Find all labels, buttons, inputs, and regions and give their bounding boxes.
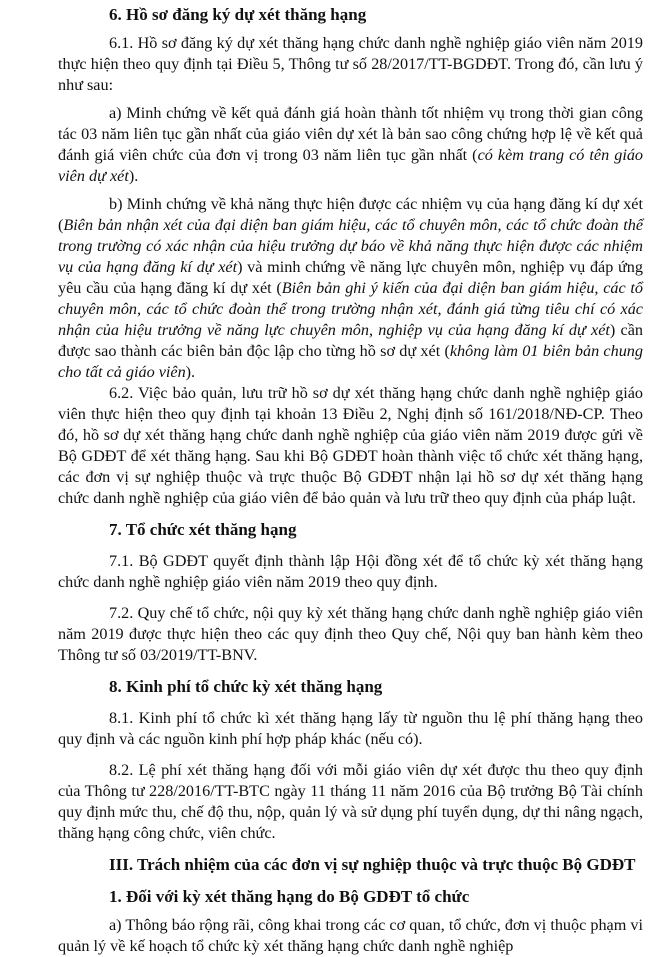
paragraph-6-1-b-text-1: b) Minh chứng về khả năng thực hiện được các nhiệm vụ của hạng đăng kí dự xét ( xyxy=(58,195,643,234)
section-8-heading: 8. Kinh phí tổ chức kỳ xét thăng hạng xyxy=(109,677,383,696)
paragraph-6-1-b-italic-2: Biên bản ghi ý kiến của đại diện ban giám hiệu, các tổ chuyên môn, các tổ chức đoàn thể trong trường nhận xét, đánh giá từng tiêu chí có xác nhận của hiệu trưởng về năng lực chuyên môn, nghiệp vụ của hạng đăng kí dự xét xyxy=(58,279,643,339)
paragraph-8-1: 8.1. Kinh phí tổ chức kì xét thăng hạng lấy từ nguồn thu lệ phí thăng hạng theo quy định và các nguồn kinh phí hợp pháp khác (nếu có). xyxy=(58,709,643,748)
paragraph-6-1-a xyxy=(58,103,643,187)
paragraph-6-2: 6.2. Việc bảo quản, lưu trữ hồ sơ dự xét thăng hạng chức danh nghề nghiệp giáo viên thực hiện theo quy định tại khoản 13 Điều 2, Nghị định số 161/2018/NĐ-CP. Theo đó, hồ sơ dự xét thăng hạng chức danh nghề nghiệp của giáo viên năm 2019 được gửi về Bộ GDĐT để xét thăng hạng. Sau khi Bộ GDĐT hoàn thành việc tổ chức xét thăng hạng, các đơn vị sự nghiệp thuộc và trực thuộc Bộ GDĐT nhận lại hồ sơ dự xét thăng hạng chức danh nghề nghiệp của giáo viên để bảo quản và lưu trữ theo quy định của pháp luật. xyxy=(58,384,643,507)
paragraph-7-1: 7.1. Bộ GDĐT quyết định thành lập Hội đồng xét để tổ chức kỳ xét thăng hạng chức danh nghề nghiệp giáo viên năm 2019 theo quy định. xyxy=(58,552,643,591)
paragraph-6-1: 6.1. Hồ sơ đăng ký dự xét thăng hạng chức danh nghề nghiệp giáo viên năm 2019 thực hiện theo quy định tại Điều 5, Thông tư số 28/2017/TT-BGDĐT. Trong đó, cần lưu ý như sau: xyxy=(58,34,643,94)
section-III-heading: III. Trách nhiệm của các đơn vị sự nghiệp thuộc và trực thuộc Bộ GDĐT xyxy=(109,855,636,874)
paragraph-1-a: a) Thông báo rộng rãi, công khai trong các cơ quan, tổ chức, đơn vị thuộc phạm vi quản lý về kế hoạch tổ chức kỳ xét thăng hạng chức danh nghề nghiệp xyxy=(58,916,643,955)
paragraph-6-1-a-italic: có kèm trang có tên giáo viên dự xét xyxy=(58,146,644,185)
paragraph-6-1-a-text: a) Minh chứng về kết quả đánh giá hoàn thành tốt nhiệm vụ trong thời gian công tác 03 năm liên tục gần nhất của giáo viên dự xét là bản sao công chứng hợp lệ về kết quả đánh giá viên chức của đơn vị trong 03 năm liên tục gần nhất ( xyxy=(58,104,643,164)
section-6-heading: 6. Hồ sơ đăng ký dự xét thăng hạng xyxy=(109,5,367,24)
paragraph-6-1-b-text-4: ). xyxy=(185,363,196,381)
paragraph-6-1-b-italic-3: không làm 01 biên bản chung cho tất cả giáo viên xyxy=(58,342,643,381)
paragraph-6-1-b-text-3: ) cần được sao thành các biên bản độc lập cho từng hồ sơ dự xét ( xyxy=(58,321,644,360)
section-1-heading: 1. Đối với kỳ xét thăng hạng do Bộ GDĐT tổ chức xyxy=(109,887,470,906)
paragraph-6-1-b-text-2: ) và minh chứng về năng lực chuyên môn, nghiệp vụ đáp ứng yêu cầu của hạng đăng kí dự xét ( xyxy=(58,258,643,297)
paragraph-6-1-b xyxy=(58,194,643,383)
section-7-heading: 7. Tổ chức xét thăng hạng xyxy=(109,520,297,539)
paragraph-7-2: 7.2. Quy chế tổ chức, nội quy kỳ xét thăng hạng chức danh nghề nghiệp giáo viên năm 2019 được thực hiện theo các quy định theo Quy chế, Nội quy ban hành kèm theo Thông tư số 03/2019/TT-BNV. xyxy=(58,604,643,664)
paragraph-6-1-a-end: ). xyxy=(128,167,139,185)
paragraph-6-1-b-italic-1: Biên bản nhận xét của đại diện ban giám hiệu, các tổ chuyên môn, các tổ chức đoàn thể trong trường có xác nhận của hiệu trưởng dự báo về khả năng thực hiện được các nhiệm vụ của hạng đăng kí dự xét xyxy=(58,216,643,276)
paragraph-8-2: 8.2. Lệ phí xét thăng hạng đối với mỗi giáo viên dự xét được thu theo quy định của Thông tư 228/2016/TT-BTC ngày 11 tháng 11 năm 2016 của Bộ trưởng Bộ Tài chính quy định mức thu, chế độ thu, nộp, quản lý và sử dụng phí tuyển dụng, dự thi nâng ngạch, thăng hạng công chức, viên chức. xyxy=(58,761,643,842)
